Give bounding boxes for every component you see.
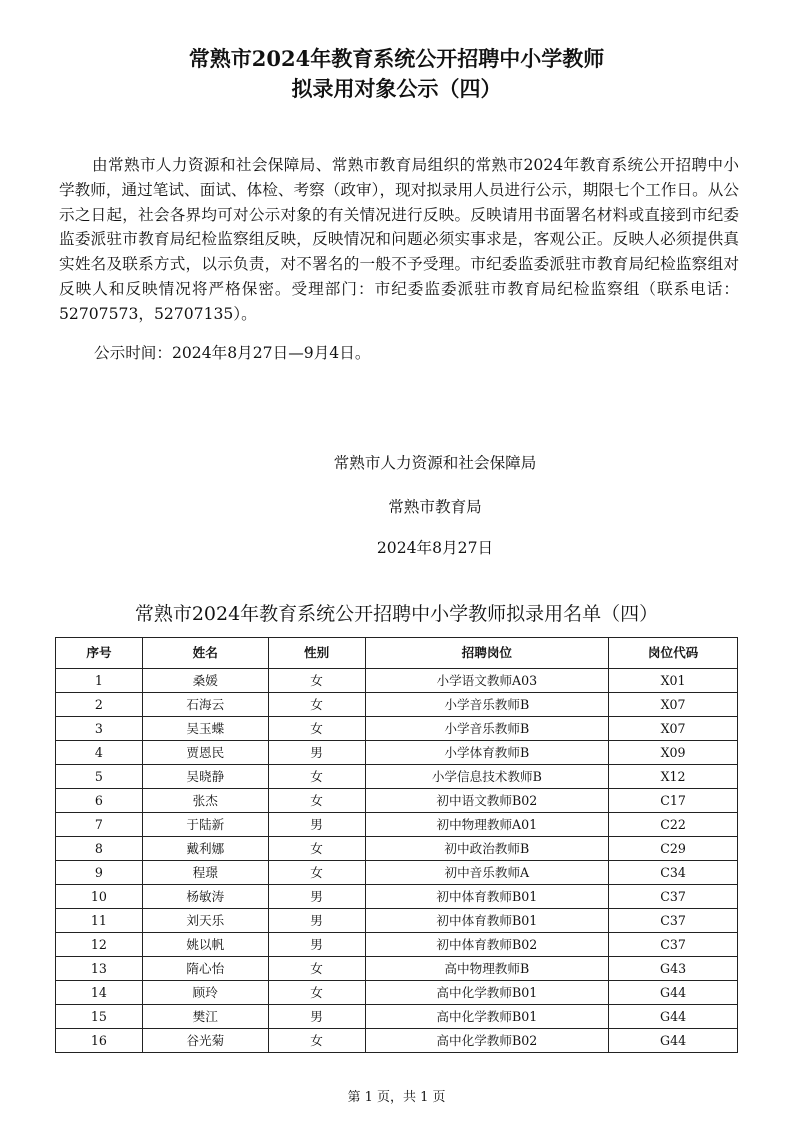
table-row <box>56 861 738 885</box>
header-index: 序号 <box>56 638 143 669</box>
header-name: 姓名 <box>142 638 268 669</box>
cell-position: 高中化学教师B01 <box>365 981 609 1005</box>
cell-name: 桑媛 <box>142 669 268 693</box>
header-position: 招聘岗位 <box>365 638 609 669</box>
cell-position: 初中体育教师B02 <box>365 933 609 957</box>
cell-index: 16 <box>56 1029 143 1053</box>
cell-name: 谷光菊 <box>142 1029 268 1053</box>
table-row <box>56 789 738 813</box>
cell-name: 于陆新 <box>142 813 268 837</box>
cell-index: 6 <box>56 789 143 813</box>
cell-name: 隋心怡 <box>142 957 268 981</box>
cell-position-code: X01 <box>609 669 738 693</box>
cell-position: 小学音乐教师B <box>365 693 609 717</box>
cell-index: 7 <box>56 813 143 837</box>
cell-gender: 女 <box>268 981 365 1005</box>
cell-position-code: X09 <box>609 741 738 765</box>
table-title: 常熟市2024年教育系统公开招聘中小学教师拟录用名单（四） <box>134 603 659 625</box>
cell-gender: 男 <box>268 741 365 765</box>
cell-position-code: C22 <box>609 813 738 837</box>
cell-index: 9 <box>56 861 143 885</box>
page-title-line2: 拟录用对象公示（四） <box>291 76 502 101</box>
cell-position: 初中物理教师A01 <box>365 813 609 837</box>
cell-position-code: X07 <box>609 693 738 717</box>
cell-gender: 男 <box>268 885 365 909</box>
header-gender: 性别 <box>268 638 365 669</box>
header-position-code: 岗位代码 <box>609 638 738 669</box>
table-row <box>56 1029 738 1053</box>
notice-period: 公示时间：2024年8月27日—9月4日。 <box>94 344 371 362</box>
cell-name: 石海云 <box>142 693 268 717</box>
cell-position-code: C37 <box>609 885 738 909</box>
cell-position-code: G44 <box>609 1005 738 1029</box>
cell-name: 吴晓静 <box>142 765 268 789</box>
cell-name: 樊江 <box>142 1005 268 1029</box>
cell-position-code: C17 <box>609 789 738 813</box>
table-row <box>56 981 738 1005</box>
table-row <box>56 1005 738 1029</box>
cell-index: 11 <box>56 909 143 933</box>
cell-name: 顾玲 <box>142 981 268 1005</box>
cell-position: 初中政治教师B <box>365 837 609 861</box>
table-row <box>56 717 738 741</box>
cell-name: 吴玉蝶 <box>142 717 268 741</box>
cell-gender: 男 <box>268 909 365 933</box>
cell-name: 戴利娜 <box>142 837 268 861</box>
cell-gender: 女 <box>268 861 365 885</box>
table-row <box>56 909 738 933</box>
cell-position: 初中体育教师B01 <box>365 909 609 933</box>
page-footer: 第 1 页，共 1 页 <box>347 1090 446 1105</box>
cell-gender: 女 <box>268 957 365 981</box>
table-row <box>56 765 738 789</box>
cell-gender: 男 <box>268 1005 365 1029</box>
cell-name: 程璟 <box>142 861 268 885</box>
cell-position-code: C34 <box>609 861 738 885</box>
cell-name: 杨敏涛 <box>142 885 268 909</box>
cell-index: 13 <box>56 957 143 981</box>
cell-position-code: C37 <box>609 933 738 957</box>
cell-position-code: X12 <box>609 765 738 789</box>
cell-position-code: G43 <box>609 957 738 981</box>
table-row <box>56 813 738 837</box>
cell-index: 14 <box>56 981 143 1005</box>
cell-position: 初中体育教师B01 <box>365 885 609 909</box>
table-row <box>56 741 738 765</box>
cell-position: 高中化学教师B01 <box>365 1005 609 1029</box>
cell-position-code: X07 <box>609 717 738 741</box>
cell-index: 10 <box>56 885 143 909</box>
cell-gender: 女 <box>268 693 365 717</box>
signature-org-hrss: 常熟市人力资源和社会保障局 <box>333 454 537 472</box>
cell-position-code: C29 <box>609 837 738 861</box>
table-header-row <box>56 638 738 669</box>
table-row <box>56 885 738 909</box>
cell-position: 小学信息技术教师B <box>365 765 609 789</box>
cell-position: 初中语文教师B02 <box>365 789 609 813</box>
cell-name: 贾恩民 <box>142 741 268 765</box>
notice-paragraph: 由常熟市人力资源和社会保障局、常熟市教育局组织的常熟市2024年教育系统公开招聘中小学教师，通过笔试、面试、体检、考察（政审），现对拟录用人员进行公示，期限七个工作日。从公示之日起，社会各界均可对公示对象的有关情况进行反映。反映请用书面署名材料或直接到市纪委监委派驻市教育局纪检监察组反映，反映情况和问题必须实事求是，客观公正。反映人必须提供真实姓名及联系方式，以示负责，对不署名的一般不予受理。市纪委监委派驻市教育局纪检监察组对反映人和反映情况将严格保密。受理部门：市纪委监委派驻市教育局纪检监察组（联系电话：52707573，52707135）。 <box>59 156 739 323</box>
cell-gender: 女 <box>268 1029 365 1053</box>
cell-index: 12 <box>56 933 143 957</box>
table-row <box>56 669 738 693</box>
cell-gender: 女 <box>268 837 365 861</box>
cell-index: 1 <box>56 669 143 693</box>
cell-gender: 男 <box>268 933 365 957</box>
cell-position: 小学音乐教师B <box>365 717 609 741</box>
table-row <box>56 837 738 861</box>
table-row <box>56 693 738 717</box>
cell-gender: 女 <box>268 765 365 789</box>
cell-index: 2 <box>56 693 143 717</box>
cell-index: 5 <box>56 765 143 789</box>
cell-name: 姚以帆 <box>142 933 268 957</box>
cell-position: 高中化学教师B02 <box>365 1029 609 1053</box>
cell-index: 15 <box>56 1005 143 1029</box>
cell-position: 高中物理教师B <box>365 957 609 981</box>
cell-position: 小学语文教师A03 <box>365 669 609 693</box>
cell-gender: 男 <box>268 813 365 837</box>
table-row <box>56 957 738 981</box>
cell-index: 4 <box>56 741 143 765</box>
cell-gender: 女 <box>268 669 365 693</box>
table-body <box>56 669 738 1053</box>
cell-gender: 女 <box>268 789 365 813</box>
signature-date: 2024年8月27日 <box>376 539 494 557</box>
cell-position: 初中音乐教师A <box>365 861 609 885</box>
cell-index: 3 <box>56 717 143 741</box>
cell-gender: 女 <box>268 717 365 741</box>
cell-name: 张杰 <box>142 789 268 813</box>
cell-position-code: G44 <box>609 981 738 1005</box>
hire-list-table <box>55 637 738 1053</box>
cell-position-code: G44 <box>609 1029 738 1053</box>
page-title-line1: 常熟市2024年教育系统公开招聘中小学教师 <box>188 46 605 71</box>
table-row <box>56 933 738 957</box>
cell-name: 刘天乐 <box>142 909 268 933</box>
cell-position-code: C37 <box>609 909 738 933</box>
signature-org-education: 常熟市教育局 <box>388 498 482 516</box>
cell-index: 8 <box>56 837 143 861</box>
cell-position: 小学体育教师B <box>365 741 609 765</box>
